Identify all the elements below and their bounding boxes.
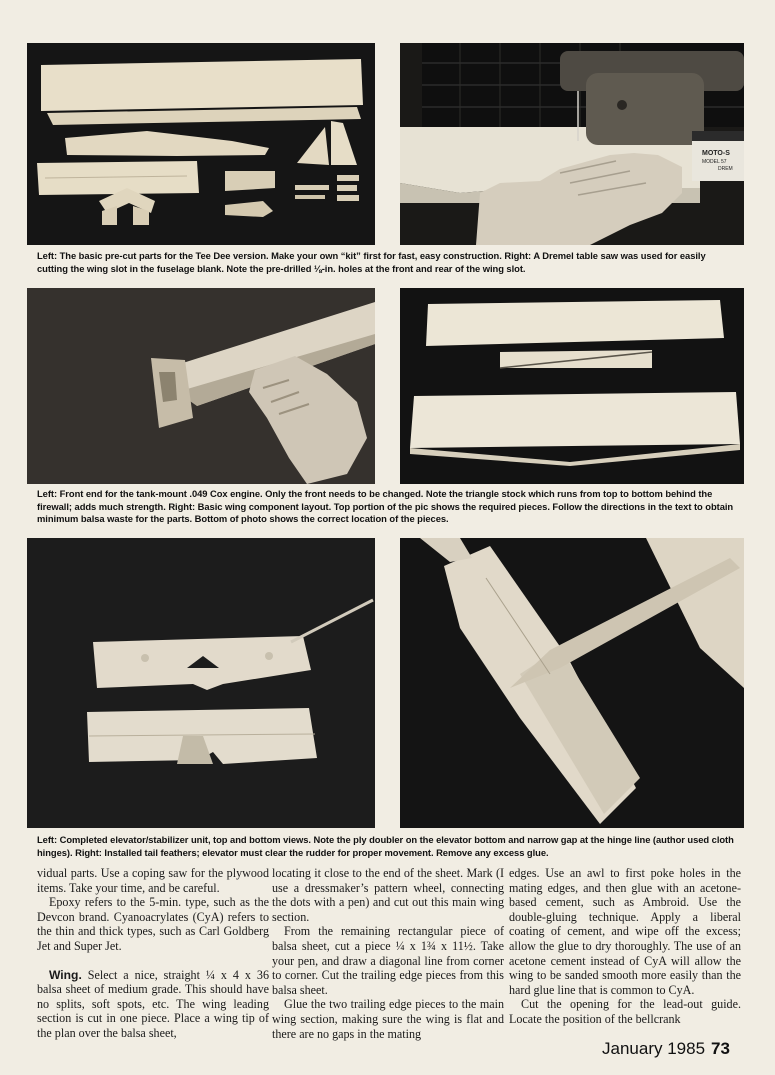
photo-front-end-cox-engine xyxy=(27,288,375,484)
page-footer xyxy=(602,1039,730,1059)
photo-dremel-table-saw xyxy=(400,43,744,245)
saw-label-line3: DREM xyxy=(718,166,733,172)
table-saw-image xyxy=(400,43,744,245)
precut-parts-image xyxy=(27,43,375,245)
page-number: 73 xyxy=(711,1039,730,1058)
col1-paragraph-3 xyxy=(37,968,269,1041)
tail-feathers-image xyxy=(400,538,744,828)
col1-paragraph-1: vidual parts. Use a coping saw for the plywood items. Take your time, and be careful. xyxy=(37,866,269,895)
photo-tail-feathers xyxy=(400,538,744,828)
caption-row3: Left: Completed elevator/stabilizer unit, top and bottom views. Note the ply doubler on the elevator bottom and narrow gap at the hinge line (author used cloth hinges). Right: Installed tail feathers; elevator must clear the rudder for proper movement. Remove any excess glue. xyxy=(37,834,734,858)
col2-paragraph-1: locating it close to the end of the sheet. Mark (I use a dressmaker’s pattern wheel, connecting the dots with a pen) and cut out this main wing section. xyxy=(272,866,504,924)
front-end-image xyxy=(27,288,375,484)
photo-elevator-stabilizer xyxy=(27,538,375,828)
caption-row1: Left: The basic pre-cut parts for the Tee Dee version. Make your own “kit” first for fast, easy construction. Right: A Dremel table saw was used for easily cutting the wing slot in the fuselage blank. Note the pre-drilled ⅛-in. holes at the front and rear of the wing slot. xyxy=(37,250,706,274)
col1-paragraph-2: Epoxy refers to the 5-min. type, such as the Devcon brand. Cyanoacrylates (CyA) refers to the thin and thick types, such as Carl Goldberg Jet and Super Jet. xyxy=(37,895,269,953)
text-column-2 xyxy=(272,866,504,1041)
col2-paragraph-3: Glue the two trailing edge pieces to the main wing section, making sure the wing is flat and there are no gaps in the mating xyxy=(272,997,504,1041)
photo-wing-layout xyxy=(400,288,744,484)
photo-precut-parts xyxy=(27,43,375,245)
saw-label-line2: MODEL 57 xyxy=(702,159,727,165)
issue-date: January 1985 xyxy=(602,1039,706,1058)
text-column-3 xyxy=(509,866,741,1027)
text-column-1 xyxy=(37,866,269,1041)
col1-paragraph-3-text: Select a nice, straight ¼ x 4 x 36 balsa sheet of medium grade. This should have no splits, soft spots, etc. The wing leading section is cut in one piece. Place a wing tip of the plan over the balsa sheet, xyxy=(37,967,269,1040)
wing-heading: Wing. xyxy=(49,967,82,982)
col2-paragraph-2: From the remaining rectangular piece of balsa sheet, cut a piece ¼ x 1¾ x 11½. Take your pen, and draw a diagonal line from corner to corner. Cut the trailing edge pieces from this balsa sheet. xyxy=(272,924,504,997)
elevator-stabilizer-image xyxy=(27,538,375,828)
col3-paragraph-1: edges. Use an awl to first poke holes in the mating edges, and then glue with an acetone-based cement, such as Ambroid. Use the double-gluing technique. Apply a liberal coating of cement, and wipe off the excess; allow the glue to dry thoroughly. The use of an acetone cement instead of CyA will allow the wing to be sanded smooth more easily than the hard glue line that is common to CyA. xyxy=(509,866,741,997)
saw-label-line1: MOTO-S xyxy=(702,150,730,157)
caption-row2: Left: Front end for the tank-mount .049 Cox engine. Only the front needs to be changed. Note the triangle stock which runs from top to bottom behind the firewall; adds much strength. Right: Basic wing component layout. Top portion of the pic shows the required pieces. Follow the directions in the text to obtain minimum balsa waste for the parts. Bottom of photo shows the correct location of the pieces. xyxy=(37,488,734,524)
col3-paragraph-2: Cut the opening for the lead-out guide. Locate the position of the bellcrank xyxy=(509,997,741,1026)
wing-layout-image xyxy=(400,288,744,484)
